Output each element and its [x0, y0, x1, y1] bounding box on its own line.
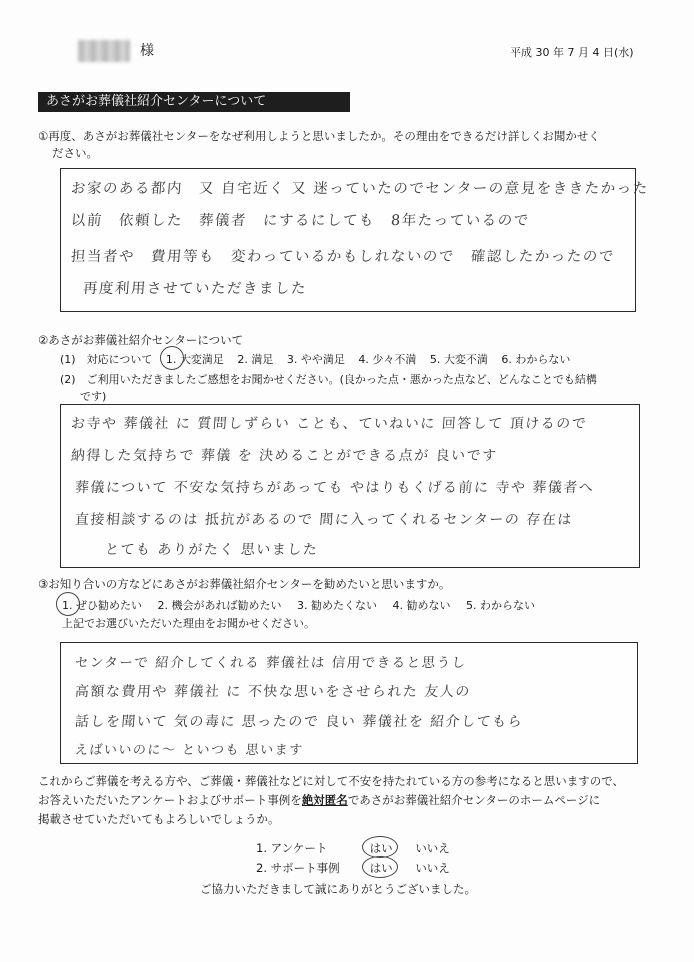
q2-answer-line: お寺や 葬儀社 に 質問しずらい ことも、ていねいに 回答して 頂けるので — [70, 416, 588, 432]
q2-option: 3. やや満足 — [286, 353, 345, 366]
q2-answer-line: 直接相談するのは 抵抗があるので 間に入ってくれるセンターの 存在は — [74, 512, 574, 528]
consent-label: 1. アンケート — [256, 841, 328, 855]
q3-answer-line: えばいいのに〜 といつも 思います — [74, 743, 305, 758]
q3-answer-line: 高額な費用や 葬儀社 に 不快な思いをさせられた 友人の — [74, 684, 472, 700]
q3-option: 3. 勧めたくない — [297, 599, 377, 612]
q3-title: ③お知り合いの方などにあさがお葬儀社紹介センターを勧めたいと思いますか。 — [38, 577, 451, 591]
closing-line2-emphasis: 絶対匿名 — [301, 793, 348, 807]
q2-answer-line: 葬儀について 不安な気持ちがあっても やはりもくげる前に 寺や 葬儀者へ — [74, 480, 595, 496]
section-title: あさがお葬儀社紹介センターについて — [38, 92, 350, 112]
thanks-text: ご協力いただきまして誠にありがとうございました。 — [200, 882, 476, 896]
consent-no: いいえ — [415, 861, 450, 875]
q3-answer-line: 話しを聞いて 気の毒に 思ったので 良い 葬儀社を 紹介してもら — [74, 714, 524, 730]
q3-reason-prompt: 上記でお選びいただいた理由をお聞かせください。 — [62, 617, 315, 630]
q1-line1: ①再度、あさがお葬儀社センターをなぜ利用しようと思いましたか。その理由をできるだけ詳しくお聞かせく — [38, 129, 600, 143]
q2-answer-line: 納得した気持ちで 葬儀 を 決めることができる点が 良いです — [70, 448, 499, 464]
q3-answer-line: センターで 紹介してくれる 葬儀社は 信用できると思うし — [74, 655, 468, 671]
q2-option: 4. 少々不満 — [358, 353, 417, 366]
q1-answer-box — [60, 168, 650, 312]
closing-line2-post: であさがお葬儀社紹介センターのホームページに — [347, 793, 601, 807]
honorific: 様 — [140, 43, 154, 59]
consent-support-circle — [362, 856, 398, 878]
q3-option: 4. 勧めない — [392, 599, 451, 612]
closing-line2-pre: お答えいただいたアンケートおよびサポート事例を — [38, 793, 302, 807]
closing-line1: これからご葬儀を考える方や、ご葬儀・葬儀社などに対して不安を持たれている方の参考になると思いますので、 — [38, 774, 625, 788]
consent-survey-circle — [362, 836, 398, 858]
q1-line2: ださい。 — [52, 146, 98, 160]
q2-option: 5. 大変不満 — [429, 353, 488, 366]
q3-option: 1. ぜひ勧めたい — [62, 599, 142, 612]
q3-selected-circle — [56, 592, 80, 616]
survey-date: 平成 30 年 7 月 4 日(水) — [510, 46, 634, 59]
q2-row1-label: (1) 対応について — [60, 353, 153, 366]
q1-answer-line: お家のある都内 又 自宅近く 又 迷っていたのでセンターの意見をききたかった — [70, 181, 650, 197]
q2-row2-line1: (2) ご利用いただきましたご感想をお聞かせください。(良かった点・悪かった点など、どんなことでも結構 — [60, 373, 597, 386]
q1-answer-line: 以前 依頼した 葬儀者 にするにしても 8年たっているので — [70, 213, 531, 229]
q2-option: 2. 満足 — [237, 353, 274, 366]
q2-answer-line: とても ありがたく 思いました — [104, 542, 319, 558]
consent-label: 2. サポート事例 — [256, 861, 340, 875]
q2-answer-box — [60, 404, 640, 568]
q2-option: 6. わからない — [501, 353, 571, 366]
redacted-name — [78, 40, 130, 62]
q2-row2-line2: です) — [80, 390, 107, 403]
q2-row1 — [60, 351, 570, 367]
q2-option: 1. 大変満足 — [165, 353, 224, 366]
q3-answer-box — [60, 642, 638, 764]
consent-yes: はい — [369, 861, 393, 875]
q1-answer-line: 再度利用させていただきました — [82, 281, 308, 297]
consent-no: いいえ — [415, 841, 450, 855]
consent-row-support — [256, 860, 450, 876]
q3-option: 5. わからない — [466, 599, 535, 612]
q1-answer-line: 担当者や 費用等も 変わっているかもしれないので 確認したかったので — [70, 249, 616, 265]
q2-selected-circle — [160, 346, 184, 370]
q2-row2 — [60, 371, 660, 405]
q3-options — [62, 597, 535, 613]
closing-line2 — [38, 791, 678, 810]
closing-text — [38, 772, 678, 829]
consent-row-survey — [256, 840, 450, 856]
q1-question — [38, 128, 658, 162]
q3-option: 2. 機会があれば勧めたい — [157, 599, 282, 612]
closing-line3: 掲載させていただいてもよろしいでしょうか。 — [38, 812, 280, 826]
q2-title: ②あさがお葬儀社紹介センターについて — [38, 333, 244, 347]
consent-yes: はい — [369, 841, 393, 855]
